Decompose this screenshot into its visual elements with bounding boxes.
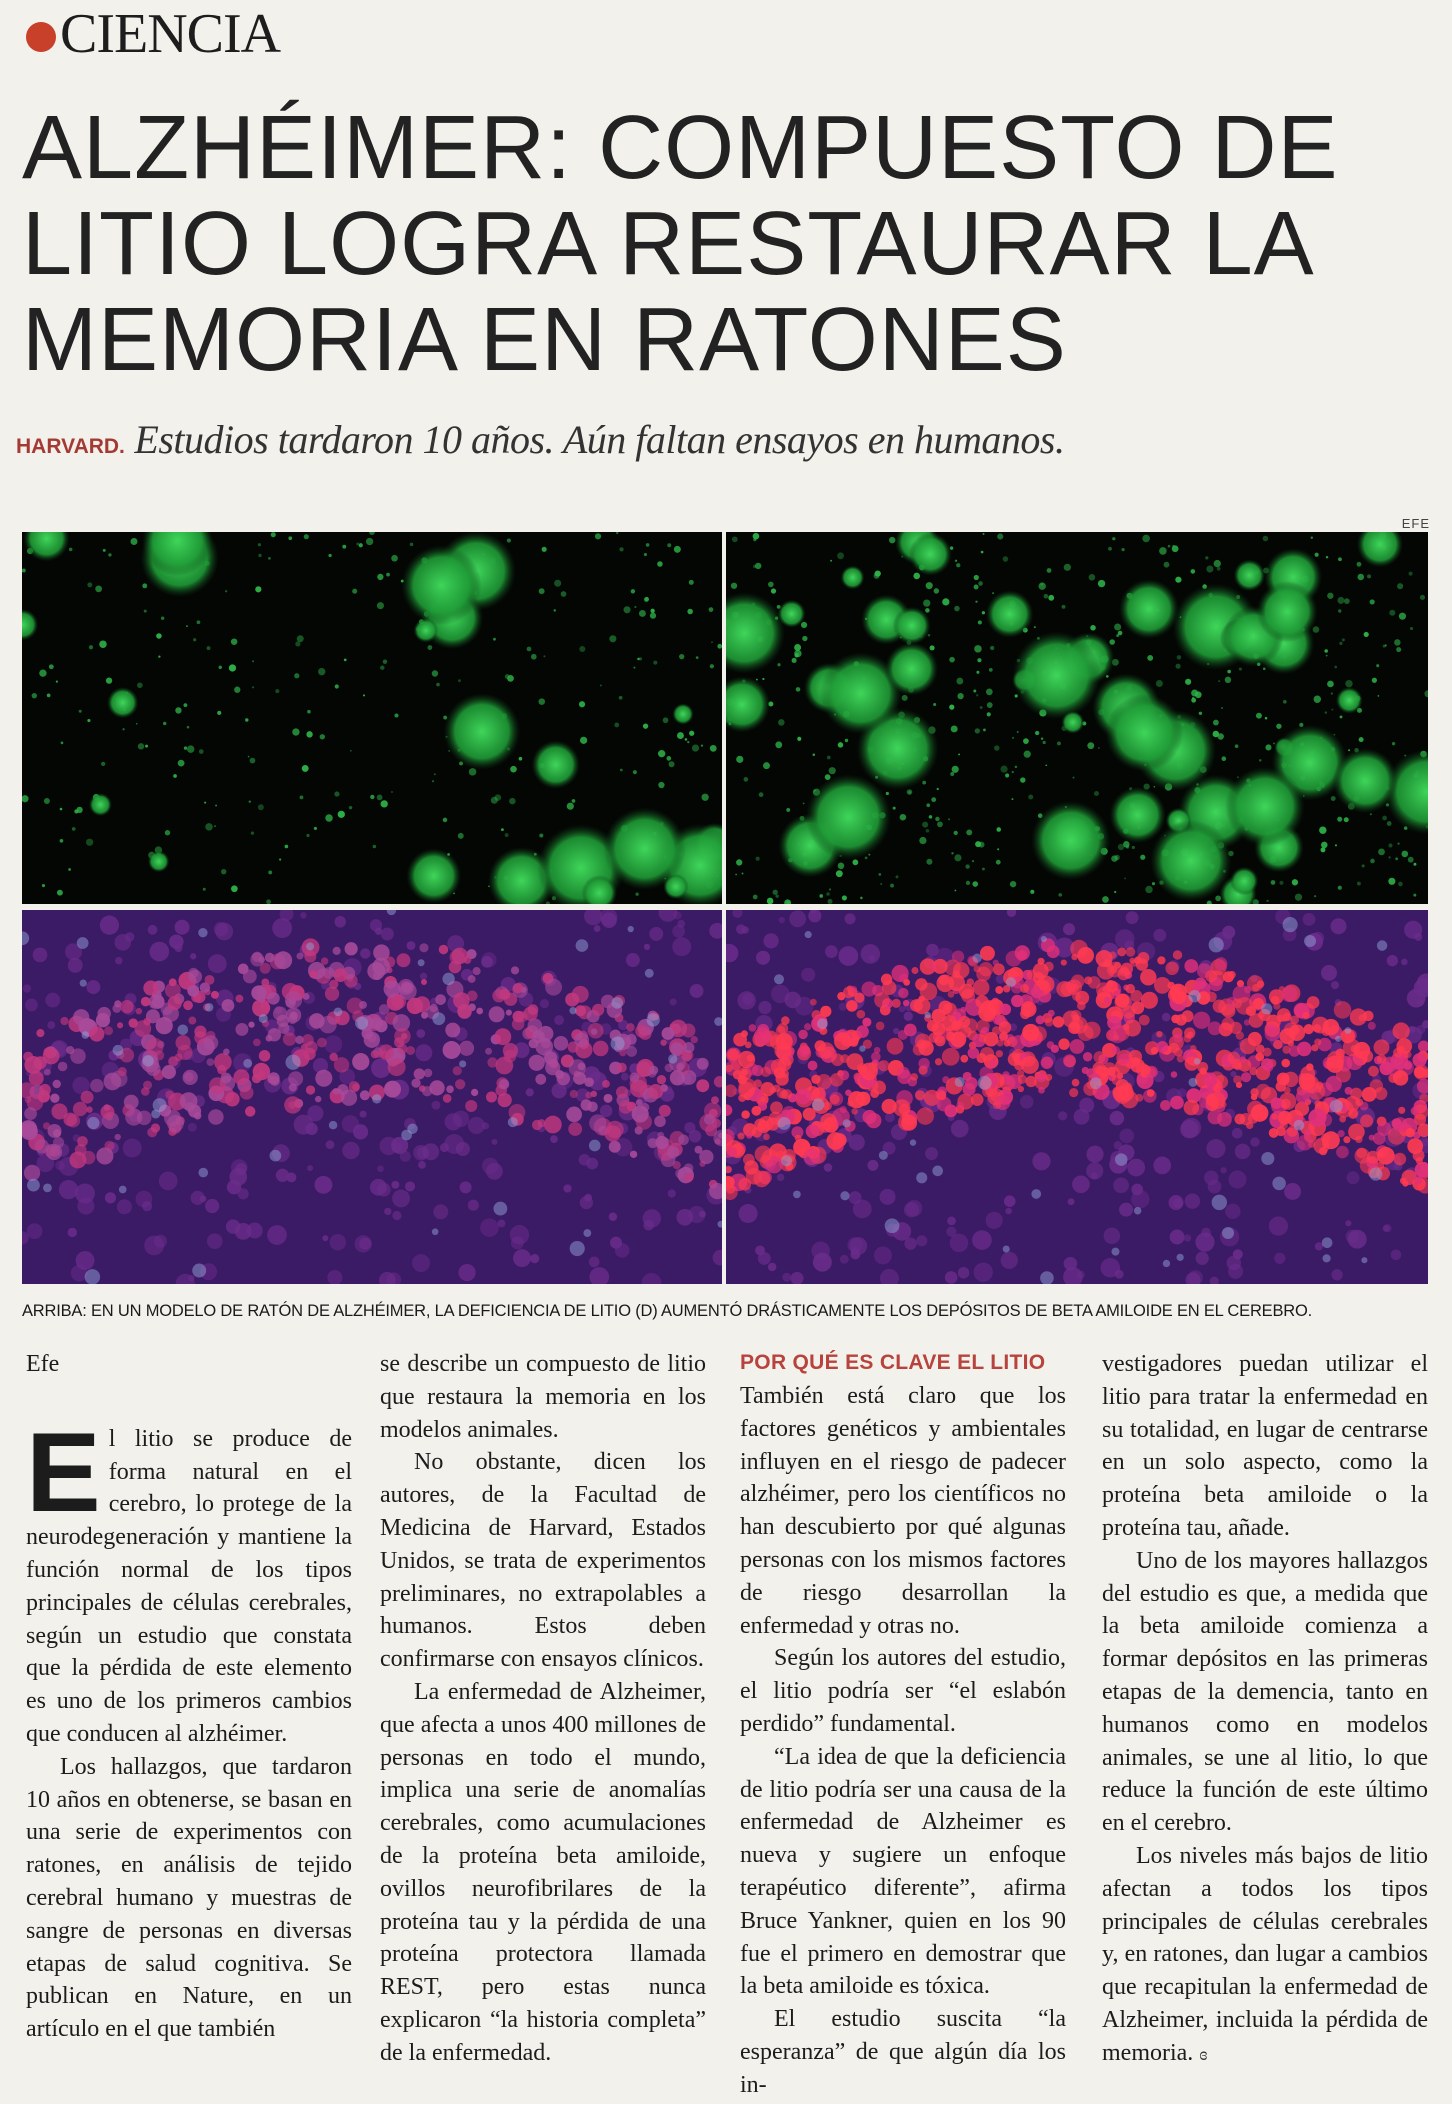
article-column-3 — [740, 1348, 1066, 2102]
paragraph: No obstante, dicen los autores, de la Facultad de Medicina de Harvard, Estados Unidos, se trata de experimentos preliminares, no extrapolables a humanos. Estos deben confirmarse con ensayos clínicos. — [380, 1449, 706, 1673]
article-column-2 — [380, 1348, 706, 2070]
deck — [16, 416, 1064, 463]
headline: ALZHÉIMER: COMPUESTO DE LITIO LOGRA RESTAURAR LA MEMORIA EN RATONES — [22, 98, 1339, 390]
paragraph: Los hallazgos, que tardaron 10 años en obtenerse, se basan en una serie de experimentos con ratones, en análisis de tejido cerebral humano y muestras de sangre de personas en diversas etapas de salud cognitiva. Se publican en Nature, en un artículo en el que también — [26, 1753, 352, 2043]
deck-text: Estudios tardaron 10 años. Aún faltan ensayos en humanos. — [124, 417, 1065, 462]
byline: Efe — [26, 1351, 60, 1377]
paragraph: También está claro que los factores genéticos y ambientales influyen en el riesgo de padecer alzhéimer, pero los científicos no han descubierto por qué algunas personas con los mismos factores de riesgo desarrollan la enfermedad y otras no. — [740, 1383, 1066, 1639]
subhead: POR QUÉ ES CLAVE EL LITIO — [740, 1351, 1046, 1374]
section-dot-icon — [26, 22, 56, 52]
section-tag — [26, 2, 280, 66]
paragraph: se describe un compuesto de litio que restaura la memoria en los modelos animales. — [380, 1351, 706, 1443]
photo-credit: EFE — [1401, 516, 1430, 531]
photo-lithium-deficient-neurons — [726, 910, 1428, 1284]
paragraph: vestigadores puedan utilizar el litio para tratar la enfermedad en su totalidad, en lugar de centrarse en un solo aspecto, como la proteína beta amiloide o la proteína tau, añade. — [1102, 1351, 1428, 1541]
paragraph: El litio se produce de forma natural en el cerebro, lo protege de la neurodegeneración y mantiene la función normal de los tipos principales de células cerebrales, según un estudio que constata que la pérdida de este elemento es uno de los primeros cambios que conducen al alzhéimer. — [26, 1409, 352, 1747]
photo-control-neurons — [22, 910, 722, 1284]
paragraph: Uno de los mayores hallazgos del estudio es que, a medida que la beta amiloide comienza a formar depósitos en las primeras etapas de la demencia, tanto en humanos como en modelos animales, se une al litio, lo que reduce la función de este último en el cerebro. — [1102, 1547, 1428, 1837]
photo-grid — [22, 532, 1428, 1284]
photo-caption: ARRIBA: EN UN MODELO DE RATÓN DE ALZHÉIMER, LA DEFICIENCIA DE LITIO (D) AUMENTÓ DRÁSTICAMENTE LOS DEPÓSITOS DE BETA AMILOIDE EN EL CEREBRO. — [22, 1302, 1313, 1320]
drop-cap: E — [26, 1409, 101, 1535]
paragraph: Los niveles más bajos de litio afectan a todos los tipos principales de células cerebrales y, en ratones, dan lugar a cambios que recapitulan la enfermedad de Alzheimer, incluida la pérdida de memoria. ɞ — [1102, 1842, 1428, 2066]
deck-kicker: HARVARD. — [16, 435, 125, 458]
paragraph: La enfermedad de Alzheimer, que afecta a unos 400 millones de personas en todo el mundo, implica una serie de anomalías cerebrales, como acumulaciones de la proteína beta amiloide, ovillos neurofibrilares de la proteína tau y la pérdida de una proteína protectora llamada REST, pero estas nunca explicaron “la historia completa” de la enfermedad. — [380, 1678, 706, 2066]
photo-lithium-deficient-amyloid — [726, 532, 1428, 904]
article-column-4 — [1102, 1348, 1428, 2071]
end-mark-icon: ɞ — [1199, 2043, 1208, 2064]
section-label: CIENCIA — [60, 3, 281, 65]
paragraph: El estudio suscita “la esperanza” de que algún día los in- — [740, 2006, 1066, 2098]
article-column-1 — [26, 1348, 352, 2046]
photo-control-amyloid — [22, 532, 722, 904]
paragraph: Según los autores del estudio, el litio podría ser “el eslabón perdido” fundamental. — [740, 1645, 1066, 1737]
paragraph: “La idea de que la deficiencia de litio podría ser una causa de la enfermedad de Alzheimer es nueva y sugiere un enfoque terapéutico diferente”, afirma Bruce Yankner, quien en los 90 fue el primero en demostrar que la beta amiloide es tóxica. — [740, 1743, 1066, 2000]
